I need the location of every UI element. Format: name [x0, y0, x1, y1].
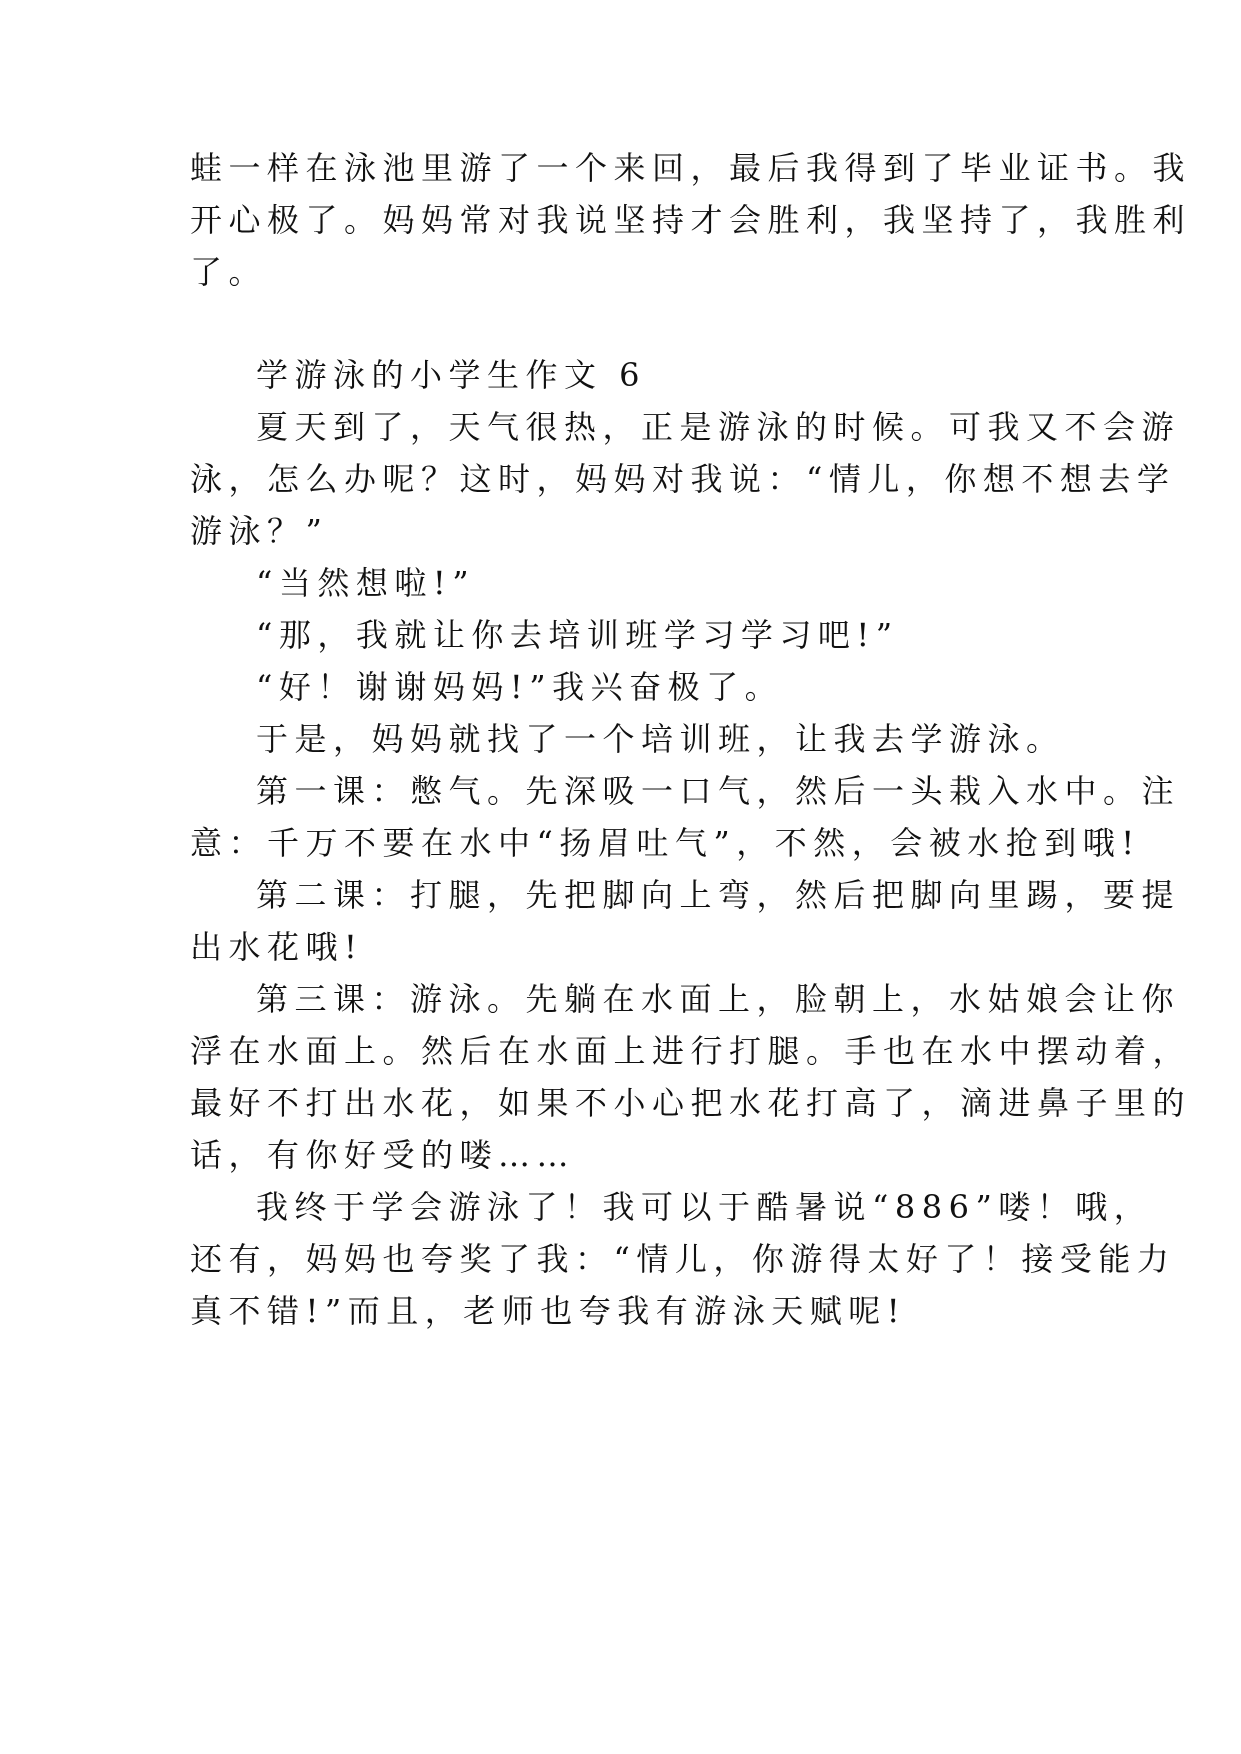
- paragraph-line: 夏天到了，天气很热，正是游泳的时候。可我又不会游: [256, 408, 1181, 446]
- paragraph-line: 意：千万不要在水中“扬眉吐气”，不然，会被水抢到哦!: [190, 824, 1141, 862]
- paragraph-line: 了。: [190, 253, 268, 291]
- paragraph-line: 浮在水面上。然后在水面上进行打腿。手也在水中摆动着，: [190, 1032, 1192, 1070]
- paragraph-line: 还有，妈妈也夸奖了我：“情儿，你游得太好了！接受能力: [190, 1240, 1176, 1278]
- paragraph-line: 话，有你好受的喽……: [190, 1136, 576, 1174]
- dialogue-line: “当然想啦!”: [256, 564, 476, 602]
- paragraph-line: 第二课：打腿，先把脚向上弯，然后把脚向里踢，要提: [256, 876, 1181, 914]
- paragraph-line: 蛙一样在泳池里游了一个来回，最后我得到了毕业证书。我: [190, 149, 1192, 187]
- paragraph-line: 真不错!”而且，老师也夸我有游泳天赋呢!: [190, 1292, 907, 1330]
- section-heading: 学游泳的小学生作文 6: [256, 356, 647, 394]
- dialogue-line: “好！谢谢妈妈!”我兴奋极了。: [256, 668, 784, 706]
- dialogue-line: “那，我就让你去培训班学习学习吧!”: [256, 616, 899, 654]
- paragraph-line: 第三课：游泳。先躺在水面上，脸朝上，水姑娘会让你: [256, 980, 1181, 1018]
- paragraph-line: 最好不打出水花，如果不小心把水花打高了，滴进鼻子里的: [190, 1084, 1192, 1122]
- paragraph-line: 泳，怎么办呢？这时，妈妈对我说：“情儿，你想不想去学: [190, 460, 1176, 498]
- paragraph-line: 游泳？”: [190, 512, 329, 550]
- paragraph-line: 第一课：憋气。先深吸一口气，然后一头栽入水中。注: [256, 772, 1181, 810]
- paragraph-line: 我终于学会游泳了！我可以于酷暑说“886”喽！哦，: [256, 1188, 1153, 1226]
- paragraph-line: 出水花哦!: [190, 928, 364, 966]
- paragraph-line: 开心极了。妈妈常对我说坚持才会胜利，我坚持了，我胜利: [190, 201, 1192, 239]
- paragraph-line: 于是，妈妈就找了一个培训班，让我去学游泳。: [256, 720, 1065, 758]
